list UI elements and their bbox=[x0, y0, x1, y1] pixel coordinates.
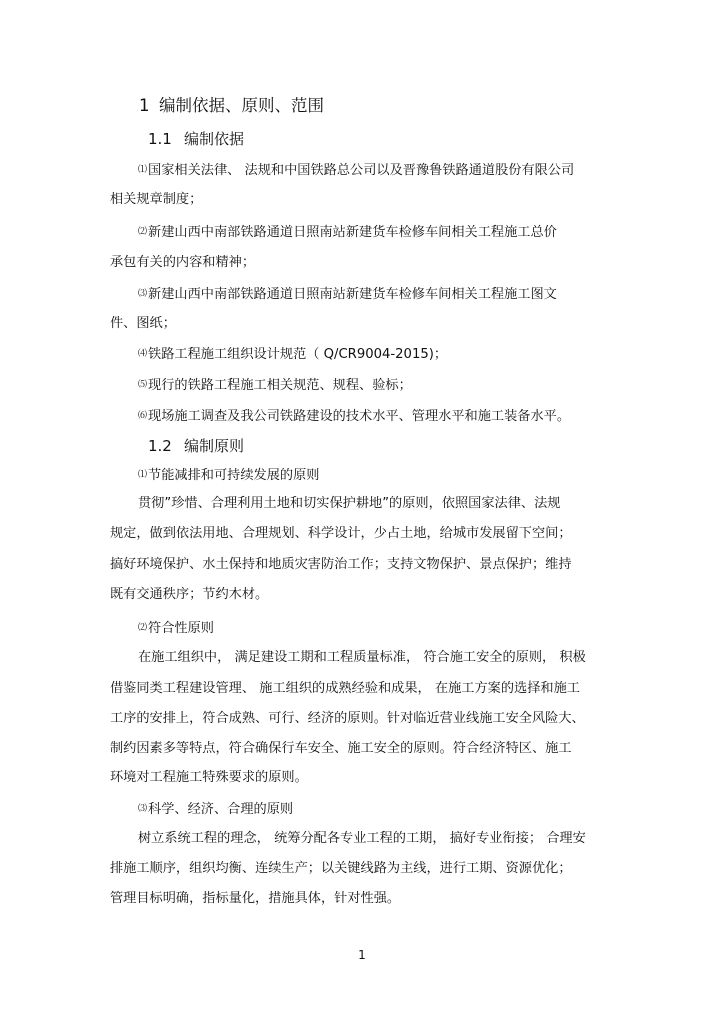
list-item bbox=[0, 284, 724, 305]
item-text: 现场施工调查及我公司铁路建设的技术水平、管理水平和施工装备水平。 bbox=[148, 409, 571, 424]
item-continuation: 件、图纸； bbox=[110, 316, 176, 331]
principle-title: 科学、经济、合理的原则 bbox=[148, 802, 294, 817]
principle-heading bbox=[0, 465, 724, 486]
item-marker: ⑶ bbox=[138, 804, 148, 814]
paragraph-line: 借鉴同类工程建设管理、 施工组织的成熟经验和成果， 在施工方案的选择和施工 bbox=[110, 681, 580, 696]
paragraph-line: 贯彻”珍惜、合理利用土地和切实保护耕地”的原则，依照国家法律、法规 bbox=[138, 496, 561, 511]
item-marker: ⑶ bbox=[138, 289, 148, 299]
section-title: 编制依据、原则、范围 bbox=[159, 96, 324, 115]
list-item bbox=[0, 406, 724, 427]
paragraph-line: 管理目标明确，指标量化，措施具体，针对性强。 bbox=[110, 891, 401, 906]
paragraph-line: 环境对工程施工特殊要求的原则。 bbox=[110, 770, 308, 785]
item-text: 现行的铁路工程施工相关规范、规程、验标； bbox=[148, 378, 412, 393]
paragraph-line: 在施工组织中， 满足建设工期和工程质量标准， 符合施工安全的原则， 积极 bbox=[138, 650, 586, 665]
list-item bbox=[0, 160, 724, 181]
subsection-number: 1.1 bbox=[148, 130, 172, 148]
paragraph-line: 树立系统工程的理念， 统筹分配各专业工程的工期， 搞好专业衔接； 合理安 bbox=[138, 831, 586, 846]
subsection-title: 编制依据 bbox=[184, 130, 245, 148]
item-marker: ⑷ bbox=[138, 349, 148, 359]
paragraph-line: 制约因素多等特点，符合确保行车安全、施工安全的原则。符合经济特区、施工 bbox=[110, 741, 572, 756]
principle-heading bbox=[0, 618, 724, 639]
subsection-heading bbox=[0, 436, 724, 456]
item-continuation: 相关规章制度； bbox=[110, 192, 203, 207]
paragraph-line: 规定，做到依法用地、合理规划、科学设计，少占土地，给城市发展留下空间； bbox=[110, 526, 572, 541]
principle-title: 节能减排和可持续发展的原则 bbox=[148, 468, 320, 483]
list-item bbox=[0, 344, 724, 365]
page-number: 1 bbox=[358, 948, 366, 962]
item-marker: ⑸ bbox=[138, 380, 148, 390]
item-marker: ⑴ bbox=[138, 165, 148, 175]
list-item bbox=[0, 222, 724, 243]
item-continuation: 承包有关的内容和精神； bbox=[110, 255, 256, 270]
section-number: 1 bbox=[139, 96, 150, 115]
item-text: 新建山西中南部铁路通道日照南站新建货车检修车间相关工程施工总价 bbox=[148, 225, 557, 240]
subsection-number: 1.2 bbox=[148, 437, 172, 455]
subsection-heading bbox=[0, 129, 724, 149]
principle-title: 符合性原则 bbox=[148, 621, 214, 636]
list-item bbox=[0, 375, 724, 396]
item-marker: ⑴ bbox=[138, 470, 148, 480]
principle-heading bbox=[0, 799, 724, 820]
paragraph-line: 排施工顺序，组织均衡、连续生产；以关键线路为主线，进行工期、资源优化； bbox=[110, 861, 572, 876]
item-text: 国家相关法律、 法规和中国铁路总公司以及晋豫鲁铁路通道股份有限公司 bbox=[148, 163, 575, 178]
item-marker: ⑵ bbox=[138, 227, 148, 237]
paragraph-line: 既有交通秩序；节约木材。 bbox=[110, 587, 269, 602]
section-heading bbox=[0, 96, 724, 116]
item-marker: ⑹ bbox=[138, 411, 148, 421]
subsection-title: 编制原则 bbox=[184, 437, 245, 455]
item-text: 新建山西中南部铁路通道日照南站新建货车检修车间相关工程施工图文 bbox=[148, 287, 557, 302]
paragraph-line: 搞好环境保护、水土保持和地质灾害防治工作；支持文物保护、景点保护；维持 bbox=[110, 557, 572, 572]
item-text: 铁路工程施工组织设计规范（ Q/CR9004-2015)； bbox=[148, 347, 448, 362]
paragraph-line: 工序的安排上，符合成熟、可行、经济的原则。针对临近营业线施工安全风险大、 bbox=[110, 711, 585, 726]
item-marker: ⑵ bbox=[138, 623, 148, 633]
